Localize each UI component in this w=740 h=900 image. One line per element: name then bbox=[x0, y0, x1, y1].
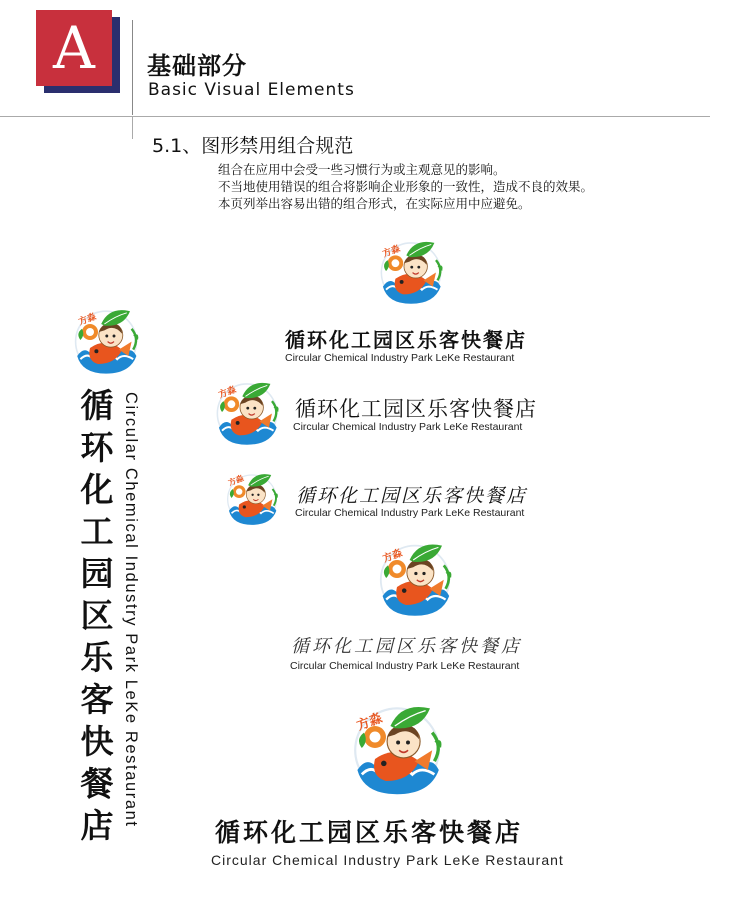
logo-name-en: Circular Chemical Industry Park LeKe Restaurant bbox=[293, 421, 523, 433]
description-line: 不当地使用错误的组合将影响企业形象的一致性，造成不良的效果。 bbox=[218, 179, 594, 194]
logo-mark-text: 方淼 bbox=[381, 244, 402, 260]
logo-name-cn: 循环化工园区乐客快餐店 bbox=[296, 485, 528, 507]
header-rule-tick bbox=[132, 117, 133, 139]
logo-mark-graphic bbox=[372, 232, 450, 310]
page-title-en: Basic Visual Elements bbox=[148, 80, 355, 100]
logo-mark-graphic bbox=[370, 533, 460, 623]
logo-mark bbox=[370, 533, 460, 623]
logo-name-cn: 循环化工园区乐客快餐店 bbox=[291, 636, 522, 657]
description-line: 组合在应用中会受一些习惯行为或主观意见的影响。 bbox=[218, 162, 506, 177]
logo-mark-text: 方淼 bbox=[77, 312, 98, 328]
section-badge bbox=[36, 10, 112, 86]
logo-mark-text: 方淼 bbox=[381, 547, 404, 565]
logo-mark-graphic bbox=[342, 693, 452, 803]
logo-name-en: Circular Chemical Industry Park LeKe Restaurant bbox=[290, 660, 520, 672]
logo-name-en: Circular Chemical Industry Park LeKe Restaurant bbox=[285, 352, 515, 364]
logo-mark bbox=[342, 693, 452, 803]
logo-name-cn: 循环化工园区乐客快餐店 bbox=[215, 818, 524, 847]
logo-mark-text: 方淼 bbox=[354, 710, 385, 734]
logo-mark bbox=[66, 300, 146, 380]
page-title-cn: 基础部分 bbox=[147, 52, 247, 80]
logo-name-cn-vertical: 循环化工园区乐客快餐店 bbox=[80, 386, 114, 845]
header-rule bbox=[0, 116, 710, 117]
logo-mark bbox=[208, 373, 286, 451]
logo-mark-graphic bbox=[66, 300, 146, 380]
logo-name-en: Circular Chemical Industry Park LeKe Restaurant bbox=[211, 852, 564, 868]
section-title: 5.1、图形禁用组合规范 bbox=[152, 135, 354, 157]
logo-name-en: Circular Chemical Industry Park LeKe Restaurant bbox=[295, 507, 525, 519]
logo-name-cn: 循环化工园区乐客快餐店 bbox=[295, 397, 537, 421]
logo-mark-text: 方淼 bbox=[217, 385, 238, 401]
logo-mark-text: 方淼 bbox=[226, 472, 246, 488]
logo-mark bbox=[220, 466, 284, 530]
logo-name-cn: 循环化工园区乐客快餐店 bbox=[285, 328, 527, 352]
logo-mark bbox=[372, 232, 450, 310]
logo-mark-graphic bbox=[208, 373, 286, 451]
header-divider bbox=[132, 20, 133, 115]
badge-letter: A bbox=[53, 14, 95, 82]
description bbox=[218, 161, 593, 212]
logo-name-en-vertical: Circular Chemical Industry Park LeKe Restaurant bbox=[122, 392, 140, 828]
logo-mark-graphic bbox=[220, 466, 284, 530]
description-line: 本页列举出容易出错的组合形式，在实际应用中应避免。 bbox=[218, 196, 531, 211]
